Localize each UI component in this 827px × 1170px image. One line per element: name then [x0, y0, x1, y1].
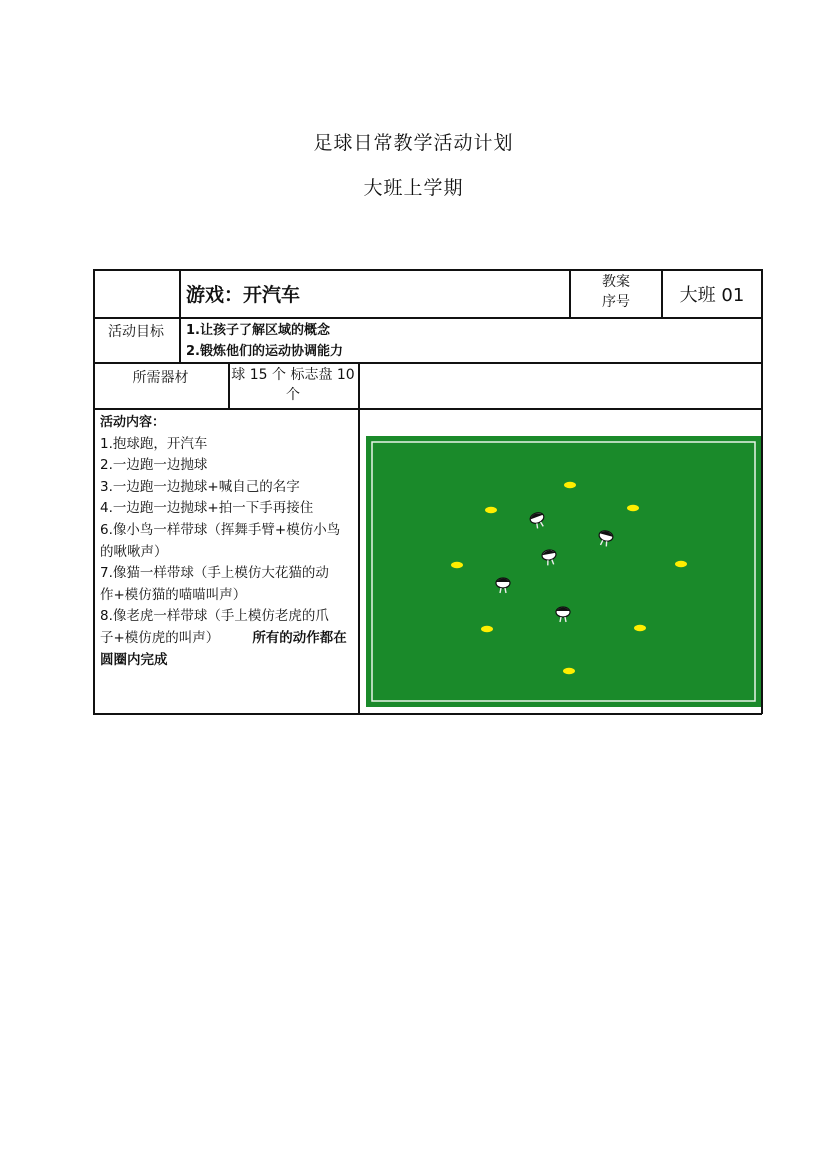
activity-line: 6.像小鸟一样带球（挥舞手臂+模仿小鸟 — [100, 521, 341, 538]
activity-note: 圆圈内完成 — [100, 651, 168, 668]
activity-line: 7.像猫一样带球（手上模仿大花猫的动 — [100, 565, 329, 582]
activity-line: 作+模仿猫的喵喵叫声） — [100, 586, 247, 603]
lesson-number-value: 大班 01 — [679, 285, 745, 306]
document-subtitle: 大班上学期 — [363, 177, 464, 199]
marker-cone — [675, 561, 687, 567]
document-title: 足球日常教学活动计划 — [313, 132, 514, 154]
objectives-list — [186, 318, 762, 362]
activity-line: 1.抱球跑，开汽车 — [100, 435, 208, 452]
soccer-field-svg — [366, 436, 761, 707]
lesson-number-label-line2: 序号 — [602, 294, 630, 310]
activity-line: 4.一边跑一边抛球+拍一下手再接住 — [100, 500, 314, 517]
activity-line: 的啾啾声） — [100, 543, 168, 560]
activity-line: 2.一边跑一边抛球 — [100, 457, 208, 474]
marker-cone — [634, 625, 646, 631]
activity-note: 所有的动作都在 — [252, 629, 347, 646]
equipment-value — [228, 362, 358, 408]
activity-line: 3.一边跑一边抛球+喊自己的名字 — [100, 478, 300, 495]
marker-cone — [485, 507, 497, 513]
activity-line: 8.像老虎一样带球（手上模仿老虎的爪 — [100, 608, 329, 625]
equipment-line: 球 15 个 标志盘 10 — [231, 367, 355, 383]
activity-line — [100, 628, 352, 650]
marker-cone — [451, 562, 463, 568]
soccer-field-diagram — [366, 436, 761, 707]
marker-cone — [481, 626, 493, 632]
objective-item: 2.锻炼他们的运动协调能力 — [186, 344, 343, 359]
equipment-label: 所需器材 — [132, 370, 189, 386]
marker-cone — [564, 482, 576, 488]
objective-item: 1.让孩子了解区域的概念 — [186, 323, 330, 338]
equipment-line: 个 — [286, 387, 300, 403]
lesson-number-label-line1: 教案 — [602, 274, 630, 290]
activity-content — [93, 408, 358, 714]
lesson-number-label — [570, 269, 662, 318]
game-title: 游戏：开汽车 — [186, 284, 301, 306]
marker-cone — [627, 505, 639, 511]
objectives-label: 活动目标 — [108, 324, 164, 340]
marker-cone — [563, 668, 575, 674]
activity-content-heading: 活动内容： — [100, 415, 166, 430]
pitch-background — [366, 436, 761, 707]
activity-line-text: 子+模仿虎的叫声） — [100, 629, 220, 646]
